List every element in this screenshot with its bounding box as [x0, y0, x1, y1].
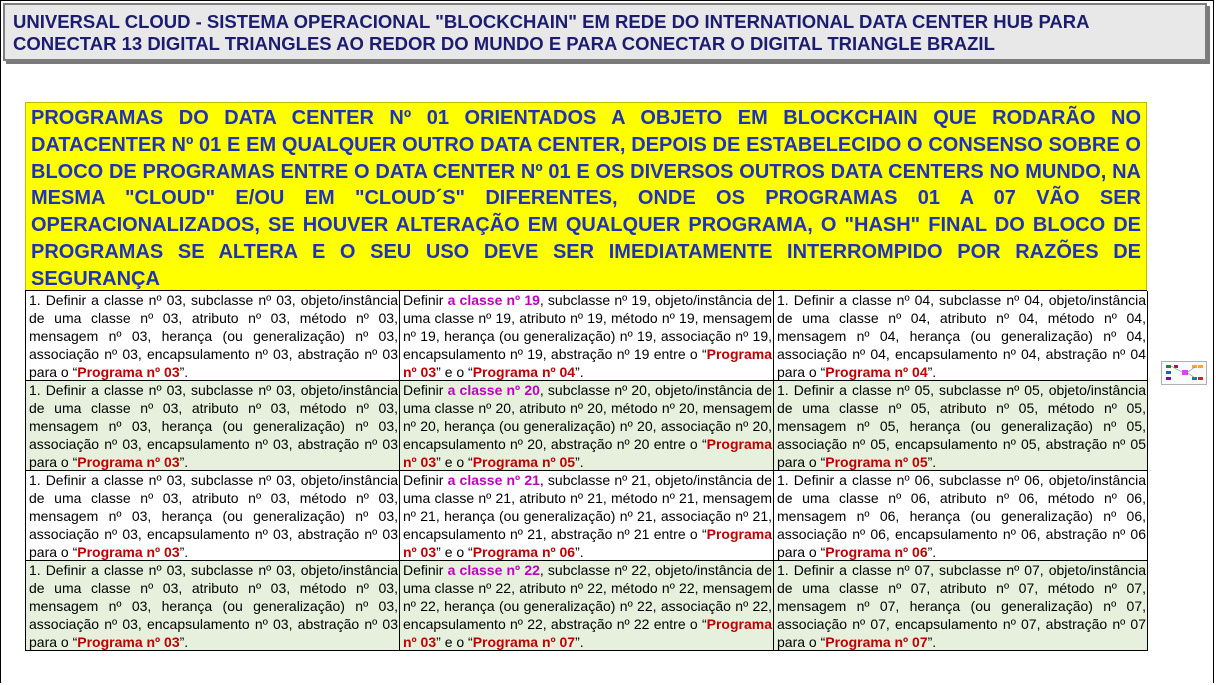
table-cell-middle	[400, 561, 774, 651]
table-cell-middle	[400, 381, 774, 471]
table-cell-left	[26, 561, 400, 651]
table-cell-right	[774, 561, 1148, 651]
page-header	[3, 3, 1207, 61]
program-label: Programa nº 07	[825, 634, 928, 651]
cell-text-end: ”.	[927, 634, 937, 651]
cell-text: 1. Definir a classe nº 07, subclasse nº 07, objeto/instância de uma classe nº 07, atributo nº 07, método nº 07, mensagem nº 07, herança (ou generalização) nº 07, associação nº 07, encapsulamento nº 07, abstração nº 07 para o “	[777, 562, 1146, 651]
cell-text: 1. Definir a classe nº 06, subclasse nº 06, objeto/instância de uma classe nº 06, atributo nº 06, método nº 06, mensagem nº 06, herança (ou generalização) nº 06, associação nº 06, encapsulamento nº 06, abstração nº 06 para o “	[777, 472, 1146, 561]
program-label-a: Programa nº 03	[403, 526, 772, 561]
cell-text-mid: ” e o “	[436, 364, 473, 381]
cell-text: 1. Definir a classe nº 05, subclasse nº 05, objeto/instância de uma classe nº 05, atributo nº 05, método nº 05, mensagem nº 05, herança (ou generalização) nº 05, associação nº 05, encapsulamento nº 05, abstração nº 05 para o “	[777, 382, 1146, 471]
table-cell-middle	[400, 291, 774, 381]
cell-text-end: ”.	[575, 364, 584, 381]
class-label: a classe nº 20	[447, 382, 540, 398]
cell-text-prefix: Definir	[403, 382, 448, 398]
program-label-b: Programa nº 04	[472, 364, 576, 381]
cell-text-prefix: Definir	[403, 562, 448, 578]
cell-text-end: ”.	[927, 454, 937, 471]
table-cell-left	[26, 291, 400, 381]
program-label: Programa nº 03	[77, 364, 180, 381]
program-label: Programa nº 03	[77, 634, 180, 651]
cell-text-end: ”.	[179, 634, 189, 651]
cell-text: , subclasse nº 20, objeto/instância de uma classe nº 20, atributo nº 20, método nº 20, mensagem nº 20, herança (ou generalização) nº 20, associação nº 20, encapsulamento nº 20, abstração nº 20 entre o “	[403, 382, 772, 453]
class-label: a classe nº 22	[447, 562, 540, 578]
table-cell-middle	[400, 471, 774, 561]
cell-text-end: ”.	[927, 364, 937, 381]
cell-text-end: ”.	[927, 544, 937, 561]
program-label-b: Programa nº 05	[472, 454, 576, 471]
table-cell-right	[774, 471, 1148, 561]
table-cell-right	[774, 381, 1148, 471]
cell-text-end: ”.	[575, 634, 584, 651]
cell-text-end: ”.	[575, 544, 584, 561]
cell-text-end: ”.	[179, 364, 189, 381]
program-label-a: Programa nº 03	[403, 616, 772, 651]
cell-text: 1. Definir a classe nº 03, subclasse nº 03, objeto/instância de uma classe nº 03, atributo nº 03, método nº 03, mensagem nº 03, herança (ou generalização) nº 03, associação nº 03, encapsulamento nº 03, abstração nº 03 para o “	[29, 562, 398, 651]
program-label-b: Programa nº 07	[472, 634, 576, 651]
header-line-1: UNIVERSAL CLOUD - SISTEMA OPERACIONAL "BLOCKCHAIN" EM REDE DO INTERNATIONAL DATA CENTER HUB PARA	[13, 11, 1090, 32]
cell-text-mid: ” e o “	[436, 544, 473, 561]
program-label-a: Programa nº 03	[403, 346, 772, 381]
cell-text: , subclasse nº 19, objeto/instância de uma classe nº 19, atributo nº 19, método nº 19, mensagem nº 19, herança (ou generalização) nº 19, associação nº 19, encapsulamento nº 19, abstração nº 19 entre o “	[403, 292, 772, 363]
table-cell-left	[26, 471, 400, 561]
header-line-2: CONECTAR 13 DIGITAL TRIANGLES AO REDOR DO MUNDO E PARA CONECTAR O DIGITAL TRIANGLE BRAZIL	[13, 33, 995, 54]
cell-text-prefix: Definir	[403, 472, 448, 488]
cell-text: 1. Definir a classe nº 03, subclasse nº 03, objeto/instância de uma classe nº 03, atributo nº 03, método nº 03, mensagem nº 03, herança (ou generalização) nº 03, associação nº 03, encapsulamento nº 03, abstração nº 03 para o “	[29, 292, 398, 381]
program-label-b: Programa nº 06	[472, 544, 576, 561]
class-label: a classe nº 21	[447, 472, 540, 488]
cell-text-prefix: Definir	[403, 292, 448, 308]
cell-text-end: ”.	[575, 454, 584, 471]
program-label: Programa nº 03	[77, 454, 180, 471]
table-cell-left	[26, 381, 400, 471]
headline-banner: PROGRAMAS DO DATA CENTER Nº 01 ORIENTADOS A OBJETO EM BLOCKCHAIN QUE RODARÃO NO DATACENTER Nº 01 E EM QUALQUER OUTRO DATA CENTER, DEPOIS DE ESTABELECIDO O CONSENSO SOBRE O BLOCO DE PROGRAMAS ENTRE O DATA CENTER Nº 01 E OS DIVERSOS OUTROS DATA CENTERS NO MUNDO, NA MESMA "CLOUD" E/OU EM "CLOUD´S" DIFERENTES, ONDE OS PROGRAMAS 01 A 07 VÃO SER OPERACIONALIZADOS, SE HOUVER ALTERAÇÃO EM QUALQUER PROGRAMA, O "HASH" FINAL DO BLOCO DE PROGRAMAS SE ALTERA E O SEU USO DEVE SER IMEDIATAMENTE INTERROMPIDO POR RAZÕES DE SEGURANÇA	[25, 102, 1147, 290]
cell-text: , subclasse nº 22, objeto/instância de uma classe nº 22, atributo nº 22, método nº 22, mensagem nº 22, herança (ou generalização) nº 22, associação nº 22, encapsulamento nº 22, abstração nº 22 entre o “	[403, 562, 772, 633]
program-label: Programa nº 05	[825, 454, 928, 471]
program-label: Programa nº 03	[77, 544, 180, 561]
cell-text: 1. Definir a classe nº 03, subclasse nº 03, objeto/instância de uma classe nº 03, atributo nº 03, método nº 03, mensagem nº 03, herança (ou generalização) nº 03, associação nº 03, encapsulamento nº 03, abstração nº 03 para o “	[29, 382, 398, 471]
document-body	[25, 102, 1147, 651]
program-label-a: Programa nº 03	[403, 436, 772, 471]
cell-text: 1. Definir a classe nº 04, subclasse nº 04, objeto/instância de uma classe nº 04, atributo nº 04, método nº 04, mensagem nº 04, herança (ou generalização) nº 04, associação nº 04, encapsulamento nº 04, abstração nº 04 para o “	[777, 292, 1146, 381]
diagram-thumbnail-icon[interactable]	[1161, 361, 1207, 385]
cell-text-end: ”.	[179, 544, 189, 561]
cell-text: , subclasse nº 21, objeto/instância de uma classe nº 21, atributo nº 21, método nº 21, mensagem nº 21, herança (ou generalização) nº 21, associação nº 21, encapsulamento nº 21, abstração nº 21 entre o “	[403, 472, 772, 543]
cell-text-mid: ” e o “	[436, 454, 473, 471]
cell-text: 1. Definir a classe nº 03, subclasse nº 03, objeto/instância de uma classe nº 03, atributo nº 03, método nº 03, mensagem nº 03, herança (ou generalização) nº 03, associação nº 03, encapsulamento nº 03, abstração nº 03 para o “	[29, 472, 398, 561]
class-label: a classe nº 19	[447, 292, 540, 308]
cell-text-mid: ” e o “	[436, 634, 473, 651]
table-cell-right	[774, 291, 1148, 381]
program-label: Programa nº 04	[825, 364, 928, 381]
program-label: Programa nº 06	[825, 544, 928, 561]
programs-table	[25, 290, 1147, 651]
cell-text-end: ”.	[179, 454, 189, 471]
